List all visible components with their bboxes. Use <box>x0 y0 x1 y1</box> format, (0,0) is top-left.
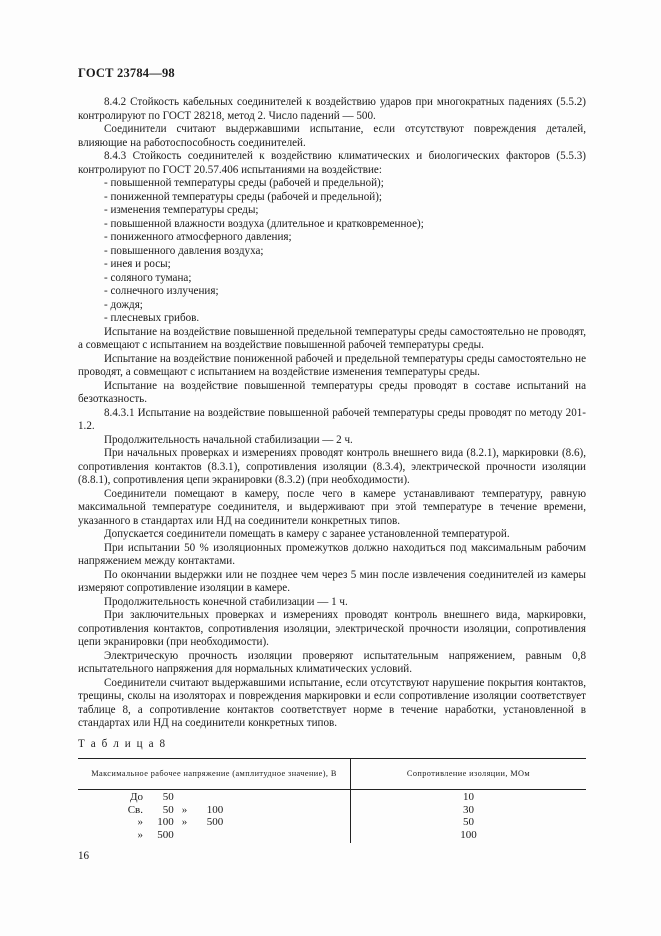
table-row <box>118 829 350 842</box>
resistance-value: 50 <box>463 816 474 828</box>
paragraph: Испытание на воздействие повышенной температуры среды проводят в составе испытаний на безотказность. <box>78 379 586 405</box>
table-header-voltage: Максимальное рабочее напряжение (амплитудное значение), В <box>78 759 351 790</box>
voltage-from: 50 <box>162 791 174 803</box>
voltage-prefix: » <box>137 828 143 841</box>
table-row <box>118 791 350 804</box>
paragraph: При испытании 50 % изоляционных промежутков должно находиться под максимальным рабочим напряжением между контактами. <box>78 541 586 567</box>
list-item: - пониженной температуры среды (рабочей и предельной); <box>104 191 586 205</box>
voltage-prefix: » <box>137 816 143 828</box>
voltage-prefix: Св. <box>127 803 143 816</box>
paragraph: Соединители помещают в камеру, после чего в камере устанавливают температуру, равную максимальной температуре соединителя, и выдерживают при этой температуре в течение времени, указанного в стандартах или НД на соединители конкретных типов. <box>78 487 586 527</box>
paragraph: При заключительных проверках и измерениях проводят контроль внешнего вида, маркировки, сопротивления контактов, сопротивления изоляции, электрической прочности изоляции, сопротивления цепи экранировки (при необходимости). <box>78 609 586 648</box>
paragraph: Испытание на воздействие повышенной предельной температуры среды самостоятельно не проводят, а совмещают с испытанием на воздействие повышенной рабочей температуры среды. <box>78 325 586 351</box>
table-caption: Т а б л и ц а 8 <box>78 738 167 750</box>
list-item: - солнечного излучения; <box>104 285 586 299</box>
paragraph: По окончании выдержки или не позднее чем через 5 мин после извлечения соединителей из камеры измеряют сопротивление изоляции в камере. <box>78 568 586 594</box>
table-header-resistance: Сопротивление изоляции, МОм <box>351 759 587 790</box>
paragraph: 8.4.2 Стойкость кабельных соединителей к воздействию ударов при многократных падениях (5.5.2) контролируют по ГОСТ 28218, метод 2. Число падений — 500. <box>78 96 586 122</box>
paragraph: При начальных проверках и измерениях проводят контроль внешнего вида (8.2.1), маркировки (8.6), сопротивления контактов (8.3.1), сопротивления изоляции (8.3.4), электрической прочности изоляции (8.8.1), сопротивления цепи экранировки (8.3.2) (при необходимости). <box>78 447 586 486</box>
list-item: - соляного тумана; <box>104 272 586 286</box>
voltage-from: 500 <box>157 828 174 841</box>
insulation-resistance-table <box>78 758 586 843</box>
list-item: - пониженного атмосферного давления; <box>104 231 586 245</box>
factor-list <box>78 177 586 326</box>
paragraph: Продолжительность конечной стабилизации — 1 ч. <box>104 595 348 608</box>
resistance-cell <box>351 790 587 844</box>
paragraph: Испытание на воздействие пониженной рабочей и предельной температуры среды самостоятельно не проводят, а совмещают с испытанием на воздействие изменения температуры среды. <box>78 352 586 378</box>
list-item: - повышенного давления воздуха; <box>104 245 586 259</box>
voltage-to: 500 <box>206 816 224 828</box>
resistance-value: 10 <box>463 791 474 803</box>
voltage-to-prefix: » <box>181 803 188 816</box>
voltage-to-prefix: » <box>181 816 188 828</box>
list-item: - плесневых грибов. <box>104 312 586 326</box>
page-number: 16 <box>78 850 90 862</box>
document-body <box>78 96 586 731</box>
table-row <box>118 816 350 829</box>
resistance-value: 100 <box>460 828 477 841</box>
list-item: - дождя; <box>104 299 586 313</box>
paragraph: Продолжительность начальной стабилизации — 2 ч. <box>104 433 353 446</box>
list-item: - повышенной влажности воздуха (длительное и кратковременное); <box>104 218 586 232</box>
list-item: - инея и росы; <box>104 258 586 272</box>
paragraph: Соединители считают выдержавшими испытание, если отсутствуют повреждения деталей, влияющие на работоспособность соединителей. <box>78 123 586 149</box>
list-item: - повышенной температуры среды (рабочей и предельной); <box>104 177 586 191</box>
voltage-from: 100 <box>157 816 174 828</box>
voltage-from: 50 <box>162 803 174 816</box>
voltage-cell <box>78 790 351 844</box>
document-header: ГОСТ 23784—98 <box>78 66 175 80</box>
paragraph: 8.4.3.1 Испытание на воздействие повышенной рабочей температуры среды проводят по методу 201-1.2. <box>78 406 586 432</box>
paragraph: Допускается соединители помещать в камеру с заранее установленной температурой. <box>104 528 510 540</box>
voltage-to: 100 <box>206 803 224 816</box>
list-item: - изменения температуры среды; <box>104 204 586 218</box>
resistance-value: 30 <box>463 803 474 816</box>
paragraph: Электрическую прочность изоляции проверяют испытательным напряжением, равным 0,8 испытательного напряжения для нормальных климатических условий. <box>78 649 586 675</box>
table-row <box>118 804 350 817</box>
voltage-prefix: До <box>129 791 143 803</box>
paragraph: 8.4.3 Стойкость соединителей к воздействию климатических и биологических факторов (5.5.3) контролируют по ГОСТ 20.57.406 испытаниями на воздействие: <box>78 150 586 176</box>
paragraph: Соединители считают выдержавшими испытание, если отсутствуют нарушение покрытия контактов, трещины, сколы на изоляторах и повреждения маркировки и если сопротивление изоляции соответствует таблице 8, а сопротивление контактов соответствует норме в течение наработки, установленной в стандартах или НД на соединители конкретных типов. <box>78 676 586 729</box>
